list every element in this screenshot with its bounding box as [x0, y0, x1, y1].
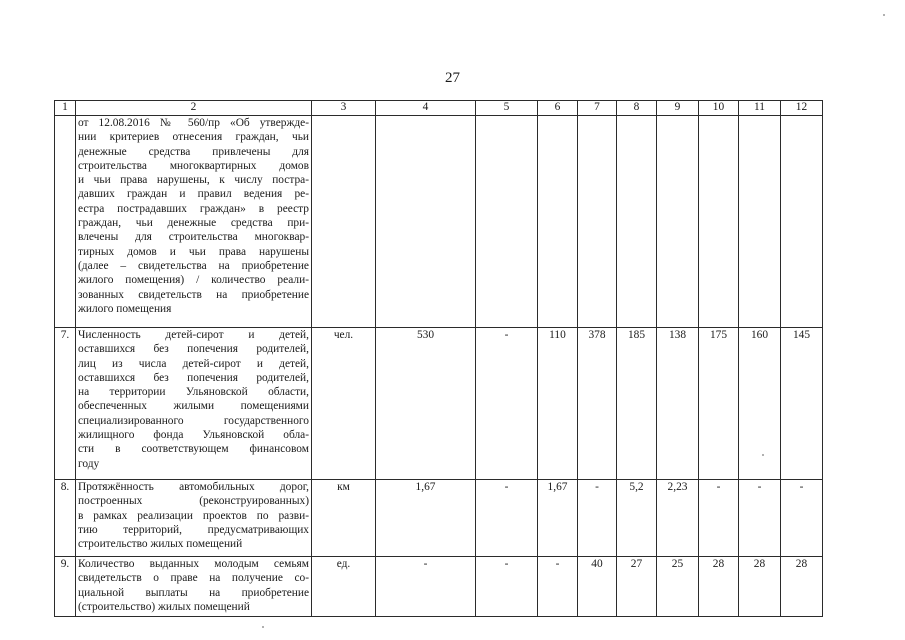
scan-speck	[762, 454, 764, 456]
row-unit: чел.	[312, 328, 376, 480]
description-line: строительства многоквартирных домов	[78, 159, 309, 172]
description-line: оставшихся без попечения родителей,	[78, 343, 309, 356]
description-line: специализированного государственного	[78, 414, 309, 427]
column-header: 1	[55, 101, 76, 116]
table-row	[55, 557, 823, 617]
value-cell	[376, 116, 476, 328]
description-line: сти в соответствующем финансовом	[78, 443, 309, 456]
value-cell: 2,23	[657, 480, 699, 557]
description-line: жилого помещения) / количество реали-	[78, 274, 309, 287]
column-header: 4	[376, 101, 476, 116]
column-header: 11	[739, 101, 781, 116]
column-header: 10	[699, 101, 739, 116]
scan-speck	[262, 626, 264, 628]
value-cell: 1,67	[538, 480, 578, 557]
description-line: оставшихся без попечения родителей,	[78, 371, 309, 384]
row-unit: км	[312, 480, 376, 557]
description-line: построенных (реконструированных)	[78, 495, 309, 508]
table-row	[55, 116, 823, 328]
description-line: влечены для строительства многоквар-	[78, 231, 309, 244]
description-line: от 12.08.2016 № 560/пр «Об утвержде-	[78, 117, 309, 129]
value-cell: 145	[781, 328, 823, 480]
value-cell: 138	[657, 328, 699, 480]
value-cell: 378	[578, 328, 617, 480]
value-cell: 28	[781, 557, 823, 617]
description-line: обеспеченных жилыми помещениями	[78, 400, 309, 413]
value-cell: -	[781, 480, 823, 557]
description-line: циальной выплаты на приобретение	[78, 586, 309, 599]
column-header: 7	[578, 101, 617, 116]
value-cell: 28	[739, 557, 781, 617]
description-line: естра пострадавших граждан» в реестр	[78, 202, 309, 215]
value-cell: 185	[617, 328, 657, 480]
table-row	[55, 480, 823, 557]
row-description	[76, 557, 312, 617]
value-cell	[699, 116, 739, 328]
value-cell	[476, 116, 538, 328]
value-cell	[781, 116, 823, 328]
value-cell: 28	[699, 557, 739, 617]
row-unit	[312, 116, 376, 328]
value-cell: 27	[617, 557, 657, 617]
value-cell	[578, 116, 617, 328]
scan-speck	[883, 14, 885, 16]
column-header: 12	[781, 101, 823, 116]
description-line: Протяжённость автомобильных дорог,	[78, 481, 309, 493]
row-number: 7.	[55, 328, 76, 480]
description-line: зованных свидетельств на приобретение	[78, 288, 309, 301]
description-line: давших граждан и правил ведения ре-	[78, 188, 309, 201]
column-header: 8	[617, 101, 657, 116]
description-line: жилищного фонда Ульяновской обла-	[78, 429, 309, 442]
value-cell: 40	[578, 557, 617, 617]
description-line: Численность детей-сирот и детей,	[78, 329, 309, 341]
description-line: свидетельств о праве на получение со-	[78, 572, 309, 585]
description-line: нии критериев отнесения граждан, чьи	[78, 131, 309, 144]
value-cell: 110	[538, 328, 578, 480]
value-cell: 5,2	[617, 480, 657, 557]
row-unit: ед.	[312, 557, 376, 617]
column-header: 9	[657, 101, 699, 116]
description-line: тирных домов и чьи права нарушены	[78, 245, 309, 258]
column-header: 3	[312, 101, 376, 116]
description-line: граждан, чьи денежные средства при-	[78, 217, 309, 230]
description-line: на территории Ульяновской области,	[78, 386, 309, 399]
column-header: 5	[476, 101, 538, 116]
value-cell: 175	[699, 328, 739, 480]
value-cell: -	[476, 557, 538, 617]
row-description	[76, 116, 312, 328]
row-description	[76, 480, 312, 557]
description-line: тию территорий, предусматривающих	[78, 523, 309, 536]
value-cell	[657, 116, 699, 328]
table-row	[55, 328, 823, 480]
value-cell: -	[476, 480, 538, 557]
description-line: жилого помещения	[78, 302, 172, 315]
table-header-row	[55, 101, 823, 116]
column-header: 2	[76, 101, 312, 116]
row-number	[55, 116, 76, 328]
description-line: в рамках реализации проектов по разви-	[78, 509, 309, 522]
column-header: 6	[538, 101, 578, 116]
page-number: 27	[445, 70, 460, 86]
indicators-table	[54, 100, 823, 617]
value-cell	[617, 116, 657, 328]
description-line: (далее – свидетельства на приобретение	[78, 259, 309, 272]
description-line: году	[78, 457, 100, 470]
value-cell	[739, 116, 781, 328]
row-number: 8.	[55, 480, 76, 557]
value-cell: 160	[739, 328, 781, 480]
description-line: Количество выданных молодым семьям	[78, 558, 309, 570]
description-line: строительство жилых помещений	[78, 538, 243, 551]
value-cell: -	[739, 480, 781, 557]
description-line: денежные средства привлечены для	[78, 145, 309, 158]
description-line: и чьи права нарушены, к числу постра-	[78, 174, 309, 187]
row-number: 9.	[55, 557, 76, 617]
value-cell: 1,67	[376, 480, 476, 557]
description-line: лиц из числа детей-сирот и детей,	[78, 357, 309, 370]
value-cell: -	[538, 557, 578, 617]
description-line: (строительство) жилых помещений	[78, 600, 250, 613]
value-cell: -	[376, 557, 476, 617]
value-cell: -	[476, 328, 538, 480]
value-cell	[538, 116, 578, 328]
value-cell: 25	[657, 557, 699, 617]
value-cell: -	[578, 480, 617, 557]
row-description	[76, 328, 312, 480]
value-cell: -	[699, 480, 739, 557]
value-cell: 530	[376, 328, 476, 480]
